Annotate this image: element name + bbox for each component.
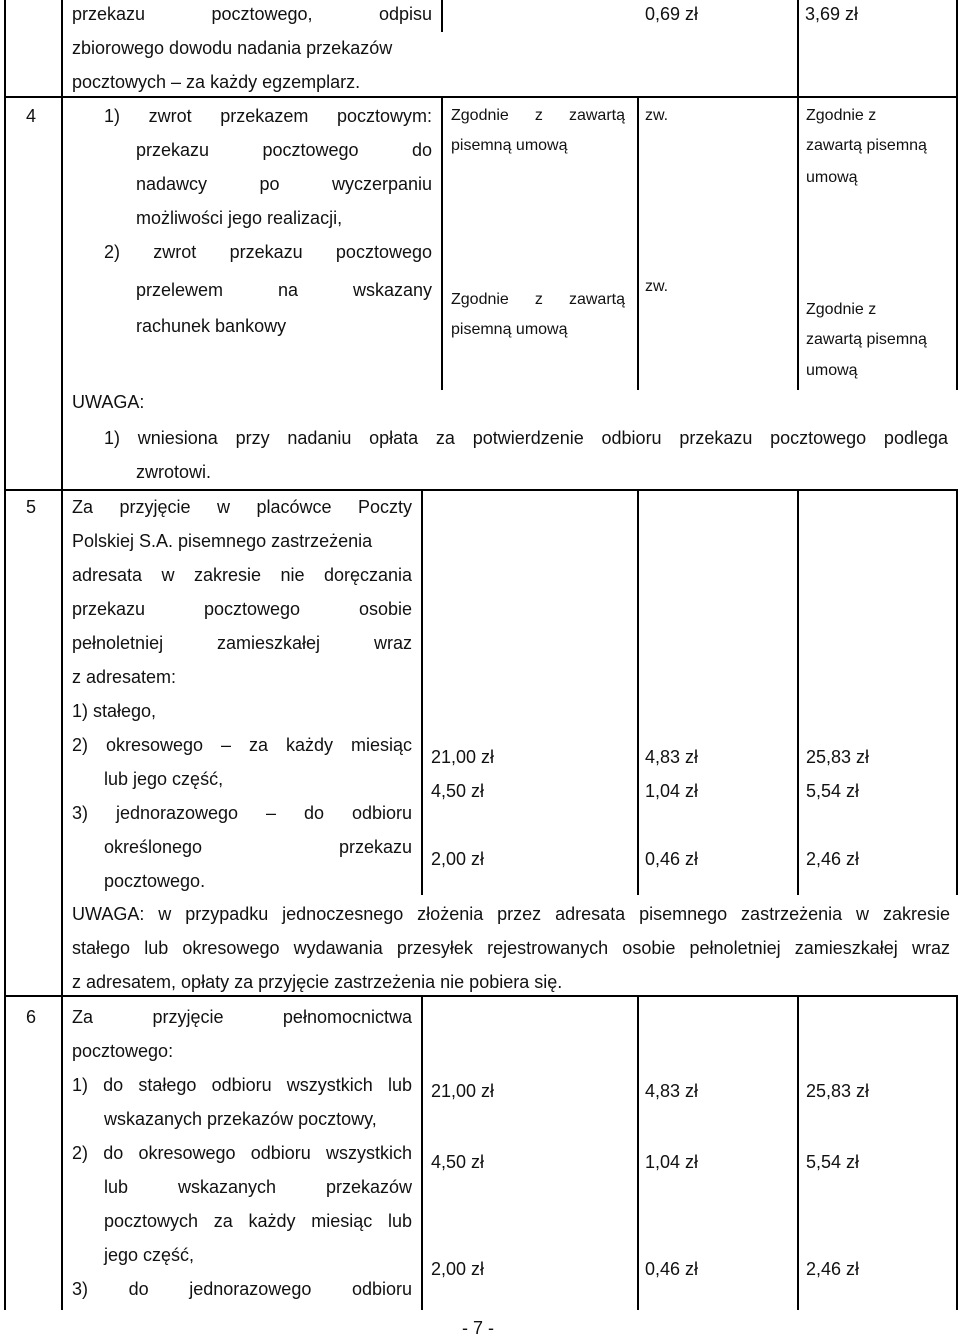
top-gross: 3,69 zł — [805, 4, 859, 24]
row5-price3-gross: 2,46 zł — [806, 849, 860, 869]
row5-price1-vat: 4,83 zł — [645, 747, 699, 767]
row4-number: 4 — [26, 106, 37, 126]
border-col-net-r6 — [637, 996, 639, 1310]
row6-desc-line-5: 2) do okresowego odbioru wszystkich — [72, 1143, 412, 1163]
row6-price1-vat: 4,83 zł — [645, 1081, 699, 1101]
top-desc-line-2: zbiorowego dowodu nadania przekazów — [72, 38, 393, 58]
row4-desc-line-7: rachunek bankowy — [136, 316, 287, 336]
row6-desc-line-9: 3) do jednorazowego odbioru — [72, 1279, 412, 1299]
row4-item1-gross-line-1: Zgodnie z — [806, 107, 877, 124]
row4-item2-vat: zw. — [645, 278, 669, 295]
row5-price3-vat: 0,46 zł — [645, 849, 699, 869]
row5-desc-line-3: adresata w zakresie nie doręczania — [72, 565, 412, 585]
row4-item1-fee-line-2: pisemną umową — [451, 137, 568, 154]
row4-item2-gross-line-2: zawartą pisemną — [806, 331, 927, 348]
top-desc-line-1: przekazu pocztowego, odpisu — [72, 4, 432, 24]
border-col-net-r5 — [637, 490, 639, 895]
row5-price3-net: 2,00 zł — [431, 849, 485, 869]
row5-note-line-3: z adresatem, opłaty za przyjęcie zastrzeżenia nie pobiera się. — [72, 972, 563, 992]
row4-note-line-2: zwrotowi. — [136, 462, 212, 482]
row6-price1-net: 21,00 zł — [431, 1081, 495, 1101]
border-right-3 — [956, 996, 958, 1310]
row6-price1-gross: 25,83 zł — [806, 1081, 870, 1101]
row6-desc-line-6: lub wskazanych przekazów — [104, 1177, 412, 1197]
row5-desc-line-11: określonego przekazu — [104, 837, 412, 857]
row6-desc-line-2: pocztowego: — [72, 1041, 174, 1061]
row6-price3-vat: 0,46 zł — [645, 1259, 699, 1279]
row4-item2-fee-line-1: Zgodnie z zawartą — [451, 291, 625, 308]
row5-desc-line-12: pocztowego. — [104, 871, 206, 891]
row4-item2-fee-line-2: pisemną umową — [451, 321, 568, 338]
row5-note-line-1: UWAGA: w przypadku jednoczesnego złożenia przez adresata pisemnego zastrzeżenia w zakresie — [72, 904, 950, 924]
row4-desc-line-6: przelewem na wskazany — [136, 280, 432, 300]
border-row6-top — [4, 995, 958, 997]
row5-desc-line-10: 3) jednorazowego – do odbioru — [72, 803, 412, 823]
row5-desc-line-6: z adresatem: — [72, 667, 177, 687]
top-desc-line-3: pocztowych – za każdy egzemplarz. — [72, 72, 361, 92]
top-net: 0,69 zł — [645, 4, 699, 24]
border-col-vat-r5 — [797, 490, 799, 895]
row5-price2-net: 4,50 zł — [431, 781, 485, 801]
row4-item2-gross-line-1: Zgodnie z — [806, 301, 877, 318]
row5-price1-gross: 25,83 zł — [806, 747, 870, 767]
row6-price2-gross: 5,54 zł — [806, 1152, 860, 1172]
row6-desc-line-4: wskazanych przekazów pocztowy, — [104, 1109, 377, 1129]
border-col-vat-r6 — [797, 996, 799, 1310]
row6-price3-gross: 2,46 zł — [806, 1259, 860, 1279]
border-row5-top — [4, 489, 958, 491]
row4-item1-vat: zw. — [645, 107, 669, 124]
row5-desc-line-2: Polskiej S.A. pisemnego zastrzeżenia — [72, 531, 373, 551]
row4-note-title: UWAGA: — [72, 392, 145, 412]
row6-desc-line-8: jego część, — [104, 1245, 195, 1265]
row6-desc-line-3: 1) do stałego odbioru wszystkich lub — [72, 1075, 412, 1095]
border-right — [956, 0, 958, 390]
row5-price1-net: 21,00 zł — [431, 747, 495, 767]
row5-desc-line-7: 1) stałego, — [72, 701, 157, 721]
row6-price3-net: 2,00 zł — [431, 1259, 485, 1279]
border-col-desc — [441, 0, 443, 32]
row6-desc-line-1: Za przyjęcie pełnomocnictwa — [72, 1007, 412, 1027]
border-col-desc-r4 — [441, 97, 443, 390]
row4-desc-line-2: przekazu pocztowego do — [136, 140, 432, 160]
row4-item1-gross-line-3: umową — [806, 169, 858, 186]
border-col-desc-r5 — [421, 490, 423, 895]
row5-desc-line-5: pełnoletniej zamieszkałej wraz — [72, 633, 412, 653]
border-left — [4, 0, 6, 1310]
border-col-number — [61, 0, 63, 1310]
row4-desc-line-1: 1) zwrot przekazem pocztowym: — [104, 106, 432, 126]
row4-desc-line-3: nadawcy po wyczerpaniu — [136, 174, 432, 194]
row5-note-line-2: stałego lub okresowego wydawania przesyłek rejestrowanych osobie pełnoletniej zamieszkałej wraz — [72, 938, 950, 958]
row6-price2-net: 4,50 zł — [431, 1152, 485, 1172]
row4-item1-gross-line-2: zawartą pisemną — [806, 137, 927, 154]
row4-note-line-1: 1) wniesiona przy nadaniu opłata za potwierdzenie odbioru przekazu pocztowego podlega — [104, 428, 948, 448]
row6-desc-line-7: pocztowych za każdy miesiąc lub — [104, 1211, 412, 1231]
row5-desc-line-4: przekazu pocztowego osobie — [72, 599, 412, 619]
border-right-2 — [956, 490, 958, 895]
border-col-vat — [797, 0, 799, 390]
page-number: - 7 - — [462, 1318, 495, 1338]
border-col-net-r4 — [637, 97, 639, 390]
row5-price2-gross: 5,54 zł — [806, 781, 860, 801]
row5-price2-vat: 1,04 zł — [645, 781, 699, 801]
border-col-desc-r6 — [421, 996, 423, 1310]
row5-desc-line-9: lub jego część, — [104, 769, 224, 789]
row5-number: 5 — [26, 497, 37, 517]
row5-desc-line-8: 2) okresowego – za każdy miesiąc — [72, 735, 412, 755]
row4-item1-fee-line-1: Zgodnie z zawartą — [451, 107, 625, 124]
row4-desc-line-4: możliwości jego realizacji, — [136, 208, 343, 228]
row6-number: 6 — [26, 1007, 37, 1027]
row4-desc-line-5: 2) zwrot przekazu pocztowego — [104, 242, 432, 262]
border-row4-top — [4, 96, 958, 98]
row6-price2-vat: 1,04 zł — [645, 1152, 699, 1172]
row4-item2-gross-line-3: umową — [806, 362, 858, 379]
row5-desc-line-1: Za przyjęcie w placówce Poczty — [72, 497, 412, 517]
